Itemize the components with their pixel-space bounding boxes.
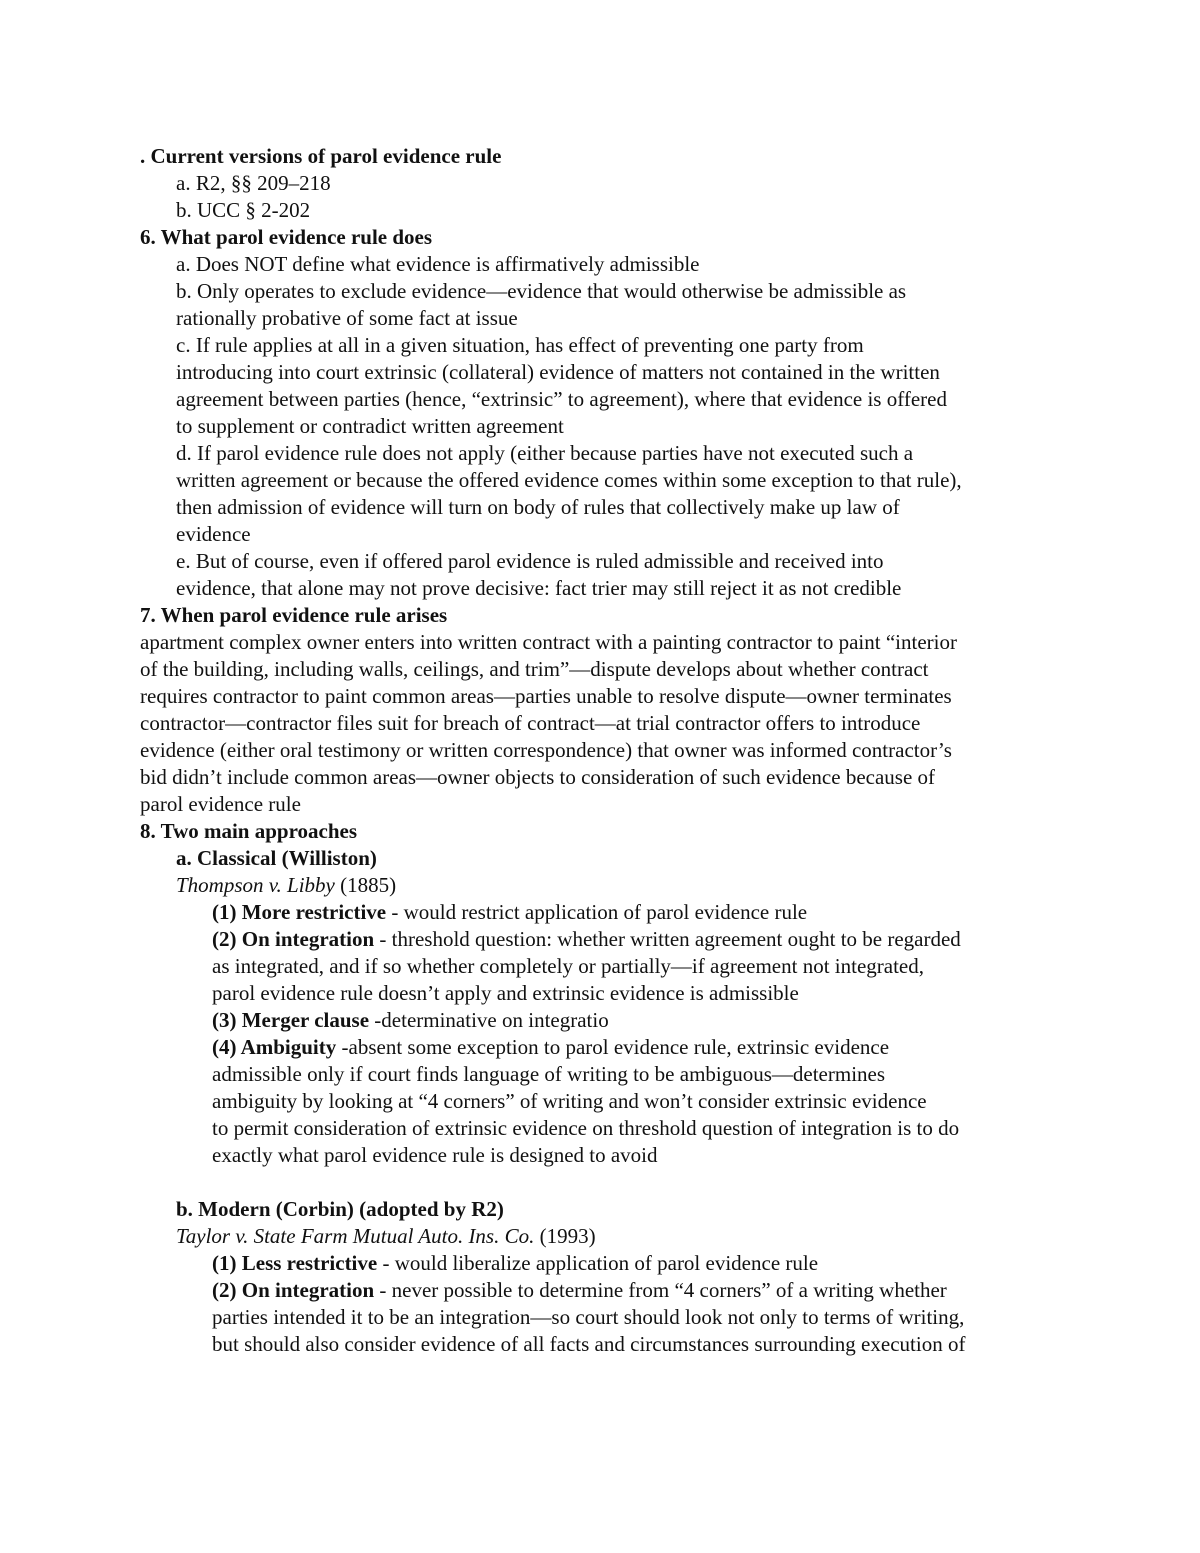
list-item-continuation: rationally probative of some fact at issue xyxy=(176,306,518,330)
list-item-continuation: exactly what parol evidence rule is designed to avoid xyxy=(212,1143,658,1167)
list-item-continuation: parties intended it to be an integration—so court should look not only to terms of writing, xyxy=(212,1305,965,1329)
list-item-continuation: agreement between parties (hence, “extrinsic” to agreement), where that evidence is offered xyxy=(176,387,947,411)
list-item: (3) Merger clause -determinative on integratio xyxy=(212,1008,609,1032)
case-citation: Taylor v. State Farm Mutual Auto. Ins. Co. (1993) xyxy=(176,1224,596,1248)
section-heading: 6. What parol evidence rule does xyxy=(140,225,433,249)
list-item-continuation: as integrated, and if so whether completely or partially—if agreement not integrated, xyxy=(212,954,924,978)
list-item: (2) On integration - threshold question: whether written agreement ought to be regarded xyxy=(212,927,961,951)
list-item-continuation: ambiguity by looking at “4 corners” of writing and won’t consider extrinsic evidence xyxy=(212,1089,927,1113)
subsection-heading: b. Modern (Corbin) (adopted by R2) xyxy=(176,1197,504,1221)
list-item: (4) Ambiguity -absent some exception to parol evidence rule, extrinsic evidence xyxy=(212,1035,890,1059)
list-item-continuation: introducing into court extrinsic (collateral) evidence of matters not contained in the written xyxy=(176,360,940,384)
list-item-continuation: written agreement or because the offered evidence comes within some exception to that rule), xyxy=(176,468,962,492)
list-item: c. If rule applies at all in a given situation, has effect of preventing one party from xyxy=(176,333,864,357)
paragraph-line: requires contractor to paint common areas—parties unable to resolve dispute—owner terminates xyxy=(140,684,952,708)
list-item-continuation: but should also consider evidence of all facts and circumstances surrounding execution of xyxy=(212,1332,966,1356)
paragraph-line: contractor—contractor files suit for breach of contract—at trial contractor offers to introduce xyxy=(140,711,921,735)
section-heading: . Current versions of parol evidence rule xyxy=(140,144,502,168)
list-item-continuation: parol evidence rule doesn’t apply and extrinsic evidence is admissible xyxy=(212,981,799,1005)
section-heading: 7. When parol evidence rule arises xyxy=(140,603,448,627)
list-item-continuation: then admission of evidence will turn on body of rules that collectively make up law of xyxy=(176,495,900,519)
list-item: b. UCC § 2-202 xyxy=(176,198,311,222)
list-item: a. Does NOT define what evidence is affirmatively admissible xyxy=(176,252,700,276)
list-item: e. But of course, even if offered parol evidence is ruled admissible and received into xyxy=(176,549,884,573)
list-item-continuation: to permit consideration of extrinsic evidence on threshold question of integration is to do xyxy=(212,1116,960,1140)
paragraph-line: of the building, including walls, ceilings, and trim”—dispute develops about whether contract xyxy=(140,657,929,681)
list-item: (1) More restrictive - would restrict application of parol evidence rule xyxy=(212,900,808,924)
list-item: (1) Less restrictive - would liberalize application of parol evidence rule xyxy=(212,1251,819,1275)
paragraph-line: bid didn’t include common areas—owner objects to consideration of such evidence because of xyxy=(140,765,936,789)
list-item-continuation: to supplement or contradict written agreement xyxy=(176,414,564,438)
section-heading: 8. Two main approaches xyxy=(140,819,358,843)
list-item-continuation: evidence, that alone may not prove decisive: fact trier may still reject it as not credible xyxy=(176,576,902,600)
paragraph-line: apartment complex owner enters into written contract with a painting contractor to paint “interior xyxy=(140,630,957,654)
case-citation: Thompson v. Libby (1885) xyxy=(176,873,397,897)
list-item: b. Only operates to exclude evidence—evidence that would otherwise be admissible as xyxy=(176,279,907,303)
list-item-continuation: admissible only if court finds language of writing to be ambiguous—determines xyxy=(212,1062,886,1086)
paragraph-line: evidence (either oral testimony or written correspondence) that owner was informed contractor’s xyxy=(140,738,952,762)
list-item: (2) On integration - never possible to determine from “4 corners” of a writing whether xyxy=(212,1278,947,1302)
paragraph-line: parol evidence rule xyxy=(140,792,301,816)
subsection-heading: a. Classical (Williston) xyxy=(176,846,377,870)
list-item: d. If parol evidence rule does not apply (either because parties have not executed such a xyxy=(176,441,914,465)
list-item: a. R2, §§ 209–218 xyxy=(176,171,331,195)
list-item-continuation: evidence xyxy=(176,522,251,546)
